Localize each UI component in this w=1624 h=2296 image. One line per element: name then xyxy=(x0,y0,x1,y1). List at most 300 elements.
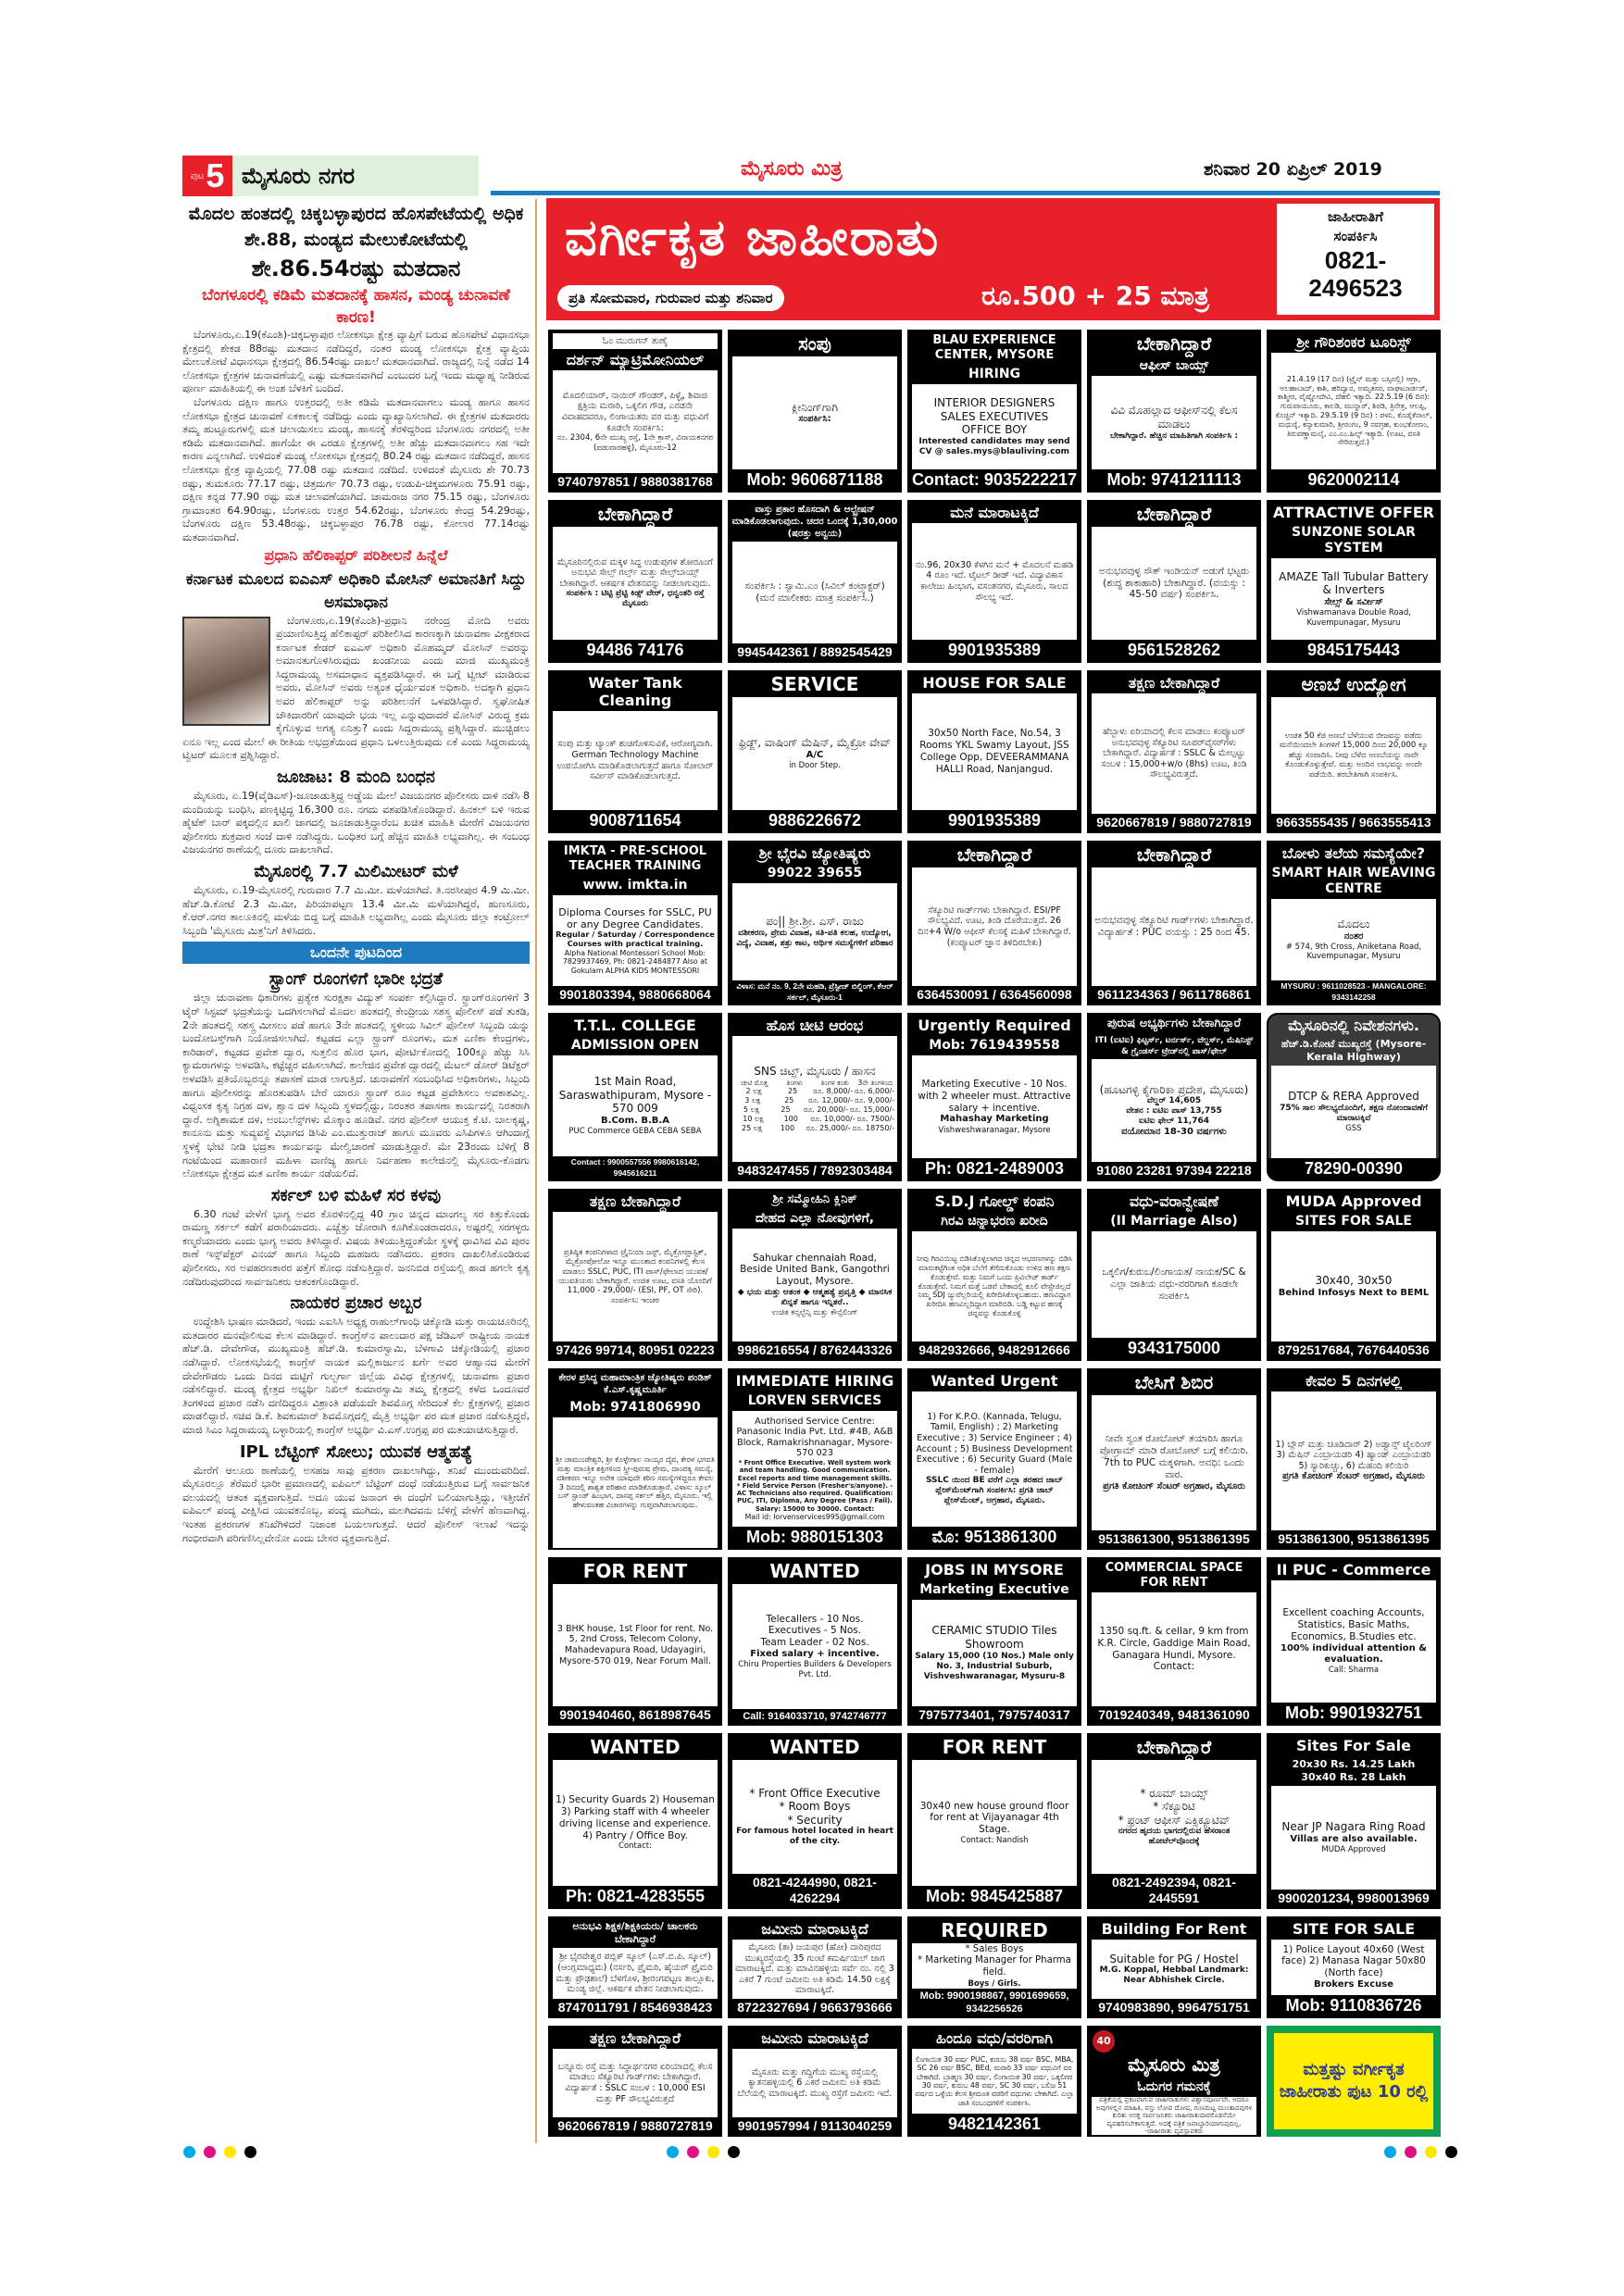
ad-subtitle: ಓದುಗರ ಗಮನಕ್ಕೆ xyxy=(1137,2079,1211,2094)
ad-body xyxy=(1092,1231,1256,1338)
ad-subtitle: LORVEN SERVICES xyxy=(747,1393,882,1408)
ad-title: SITE FOR SALE xyxy=(1292,1920,1416,1938)
ad-body-text: ಮೈಸೂರಿನಲ್ಲಿರುವ ಮಕ್ಕಳ ಸಿದ್ಧ ಉಡುಪುಗಳ ಶೋರೂಂಗೆ ಅನುಭವಿ ಸೇಲ್ಸ್ ಗರ್ಲ್ಸ್ ಮತ್ತು ಸೇಲ್ಸ್‌ಬಾಯ್ಸ್ ಬೇಕಾಗಿದ್ದಾರೆ. ಆಕರ್ಷಕ ವೇತನವನ್ನು ನೀಡಲಾಗುವುದು. xyxy=(557,556,713,589)
ad-body-secondary: ವಶೀಕರಣ, ಪ್ರೇಮ ವಿವಾಹ, ಸತಿ-ಪತಿ ಕಲಹ, ಉದ್ಯೋಗ, ವಿದ್ಯೆ, ವಿವಾಹ, ಶತ್ರು ಕಾಟ, ಆರ್ಥಿಕ ಸಮಸ್ಯೆಗಳಿಗೆ ಪರಿಹಾರ xyxy=(736,928,893,948)
classified-ad xyxy=(728,1013,902,1181)
ad-title: ಬೇಸಿಗೆ ಶಿಬಿರ xyxy=(1134,1371,1214,1393)
classified-ad xyxy=(1267,500,1441,663)
chit-table-row xyxy=(735,1096,894,1105)
chit-table-row xyxy=(735,1115,894,1124)
header-rule xyxy=(491,191,1440,195)
ad-phone: 9611234363 / 9611786861 xyxy=(1089,986,1259,1004)
chit-table-head-cell: 3ನೇ ತಿಂಗಳಿಂದ xyxy=(857,1078,893,1087)
ad-body xyxy=(1271,899,1436,980)
ad-body-secondary: ನಂತರ xyxy=(1343,930,1364,942)
ad-body-secondary: * Front Office Executive. Well system work and team handling. Good communication. Excel reports and time management skills. * Field Service Person (Fresher's/anyone). -AC Technicians also required. Qualification: PUC, ITI, Diploma, Any Degree (Pass / Fail). Salary: 15000 to 30000. Contact: xyxy=(736,1459,893,1513)
ad-body-text: ನೀವೇ ಸ್ವಂತ ರೋಬೋಟ್ ತಯಾರಿಸಿ ಹಾಗೂ ಪ್ರೋಗ್ರಾಮ್ ಮಾಡಿ ರೋಬೋಟ್ ಬಗ್ಗೆ ಕಲಿಯಿರಿ. 7th to PUC ಮಕ್ಕಳಿಗಾಗಿ. ಅವಧಿ: ಒಂದು ವಾರ. xyxy=(1099,1433,1249,1480)
ad-body-secondary: 100% individual attention & evaluation. xyxy=(1280,1642,1427,1665)
ad-body-text: INTERIOR DESIGNERS SALES EXECUTIVES OFFICE BOY xyxy=(933,396,1056,437)
story-headline: IPL ಬೆಟ್ಟಿಂಗ್ ಸೋಲು; ಯುವಕ ಆತ್ಮಹತ್ಯೆ xyxy=(239,1441,473,1462)
ad-subtitle: ITI (ಐಟಿಐ) ಫಿಟ್ಟರ್ಸ್, ಟರ್ನರ್ಸ್, ವೆಲ್ಡರ್ಸ್, ಮೆಷಿನಿಸ್ಟ್ & ಗ್ರೈಂಡರ್ಸ್ ಟ್ರೇಡ್‌ನಲ್ಲಿ ಪಾಸ್/ಫೇಲ್ xyxy=(1094,1036,1254,1056)
ad-body-secondary: Boys / Girls. xyxy=(968,1978,1021,1988)
ad-body-text: ಸೆಕ್ಯೂರಿಟಿ ಗಾರ್ಡ್‌ಗಳು ಬೇಕಾಗಿದ್ದಾರೆ. ESI/PF ಸೌಲಭ್ಯವಿದೆ. ಊಟ, ತಿಂಡಿ ದೊರೆಯುತ್ತದೆ. 26 ದಿನ+4 W/o ಆಫೀಸ್ ಕೆಲಸಕ್ಕೆ ಮಹಿಳೆ ಬೇಕಾಗಿದ್ದಾರೆ. (ಕಂಪ್ಯೂಟರ್ ಜ್ಞಾನ ತಿಳಿದಿರಬೇಕು) xyxy=(918,905,1071,948)
ad-body xyxy=(912,693,1077,810)
ad-footer-text: GSS xyxy=(1345,1124,1362,1134)
ad-body xyxy=(553,2049,718,2117)
classified-ad xyxy=(1267,1733,1441,1909)
ad-body-secondary: Fixed salary + incentive. xyxy=(750,1649,880,1660)
ad-body-secondary: ಸೇಲ್ಸ್ & ಸರ್ವೀಸ್ xyxy=(1324,597,1383,608)
ad-footer-text: Call: Sharma xyxy=(1328,1666,1380,1676)
ad-phone: 0821-2492394, 0821-2445591 xyxy=(1089,1874,1259,1907)
ad-body-text: ಸಂಪರ್ಕಿಸಿ : ಸ್ವಾಮಿ.ಎಂ (ಸಿವಿಲ್ ಕಂಟ್ರ್ಯಾಕ್ಟರ್) (ಮನೆ ಮಾಲೀಕರು ಮಾತ್ರ ಸಂಪರ್ಕಿಸಿ.) xyxy=(744,580,885,604)
story-headline: ಜೂಜಾಟ: 8 ಮಂದಿ ಬಂಧನ xyxy=(277,767,435,788)
ad-body xyxy=(553,370,718,473)
registration-dot-black xyxy=(728,2146,740,2158)
ad-body-text: ಮೈಸೂರು ಮತ್ತು ಗದ್ದಿಗೆಯ ಮುಖ್ಯ ರಸ್ತೆಯಲ್ಲಿ ಕ್ಯಾತನಹಳ್ಳಿಯಲ್ಲಿ 6 ಎಕರೆ ಜಮೀನು ಅತಿ ಕಡಿಮೆ ಬೆಲೆಯಲ್ಲಿ ಮಾರಾಟಕ್ಕಿದೆ. ಮುಖ್ಯ ರಸ್ತೆಗೆ ಜಮೀನು ಇದೆ. xyxy=(737,2066,893,2099)
ad-body xyxy=(1271,1391,1436,1530)
ad-title: WANTED xyxy=(769,1560,860,1582)
classified-ad xyxy=(728,330,902,493)
ad-body-text: ಪಂ|| ಶ್ರೀ.ಶ್ರೀ. ಎಸ್. ರಾಜು xyxy=(766,915,864,929)
ad-phone: ವಿಳಾಸ: ಮನೆ ನಂ. 9, 2ನೇ ಮಹಡಿ, ಪ್ರೆಸ್ಟೀಜ್ ಬಿಲ್ಡಿಂಗ್, ಕೆಆರ್ ಸರ್ಕಲ್, ಮೈಸೂರು-1 xyxy=(730,980,900,1004)
chit-table-cell: ರೂ. 6,000/- xyxy=(855,1086,894,1095)
ad-body-text: ಪತ್ರಿಕೆಯಲ್ಲಿ ಪ್ರಕಟವಾಗುವ ಜಾಹೀರಾತುಗಳು ವಿಶ್ವಾಸಪೂರ್ಣವೇ. ಆದರೂ ಅವುಗಳಲ್ಲಿನ ಮಾಹಿತಿ, ವಸ್ತು ಲೋಪ ದೋಷ, ಗುಣಮಟ್ಟ ಮುಂತಾದವುಗಳ ಕುರಿತು ಆಸಕ್ತ ಸಾರ್ವಜನಿಕರು ಜಾಹೀರಾತುದಾರರೊಡನೆಯೇ ವ್ಯವಹರಿಸಬೇಕಾಗುತ್ತದೆ. ಅದಕ್ಕೆ ಪತ್ರಿಕೆ ಜವಾಬ್ದಾರಿಯಾಗುವುದಿಲ್ಲ. xyxy=(1095,2097,1253,2128)
ad-body xyxy=(553,1584,718,1706)
ad-body-secondary: 75% ಸಾಲ ಸೌಲಭ್ಯದೊಂದಿಗೆ, ತಕ್ಷಣ ನೋಂದಾವಣೆಗೆ ಮಾರಾಟಕ್ಕಿವೆ xyxy=(1280,1104,1428,1124)
registration-dot-yellow xyxy=(1425,2146,1437,2158)
ad-body xyxy=(1092,1760,1256,1874)
ad-phone: 9901940460, 8618987645 xyxy=(550,1706,720,1724)
story-headline: ಮೈಸೂರಲ್ಲಿ 7.7 ಮಿಲಿಮೀಟರ್ ಮಳೆ xyxy=(254,862,458,881)
ad-body xyxy=(553,1417,718,1548)
registration-dot-magenta xyxy=(1405,2146,1417,2158)
ad-body-secondary: ವಯೋಮಾನ 18-30 ವರ್ಷಗಳು xyxy=(1121,1127,1227,1138)
ad-phone: 9740983890, 9964751751 xyxy=(1089,1999,1259,2016)
chit-table-row xyxy=(735,1087,894,1096)
ad-phone: 9513861300, 9513861395 xyxy=(1268,1530,1439,1548)
ad-body-text: ಮೈಸೂರು (ತಾ) ಜಯಪುರ (ಹೋ) ದಾರಿಪುರದ ಮುಖ್ಯರಸ್ತೆಯಲ್ಲಿ 35 ಗುಂಟೆ ಕಮರ್ಷಿಯಲ್ ಜಾಗ ಮಾರಾಟಕ್ಕಿದೆ. ಮತ್ತು ಮಾವಿನಹಳ್ಳಿಯ ಸರ್ವೆ ನಂ. ನಲ್ಲಿ 3 ಎಕರೆ 7 ಗುಂಟೆ ಜಮೀನು ಅತಿ ಕಡಿಮೆ 14.50 ಲಕ್ಷಕ್ಕೆ ಮಾರಾಟಕ್ಕಿದೆ. xyxy=(735,1942,894,1996)
chit-table-cell: 100 xyxy=(783,1114,798,1123)
chit-table-cell: 5 ಲಕ್ಷ xyxy=(743,1104,760,1114)
chit-table-cell: 2 ಲಕ್ಷ xyxy=(745,1086,762,1095)
chit-table-cell: 25 xyxy=(781,1104,791,1114)
ad-phone: 6364530091 / 6364560098 xyxy=(909,986,1080,1004)
ad-body-text: ಪ್ರತಿಷ್ಠಿತ ಕಂಪನಿಗಳಾದ ಟ್ರೈನಿಯಾ ಜಸ್ಟ್, ಮೈಕ್ರೋಪ್ಲಾಸ್ಟಿಕ್, ಮೈಕ್ರೋಪೋಲೋ ಇನ್ನೂ ಮುಂತಾದ ಕಂಪನಿಗಳಲ್ಲಿ ಕೆಲಸ ಮಾಡಲು SSLC, PUC, ITI ಪಾಸ್/ಫೇಲಾದ ಯುವಕ/ಯುವತಿಯರು ಬೇಕಾಗಿದ್ದಾರೆ. ಉಚಿತ ಊಟ, ವಸತಿ ಯೊಂದಿಗೆ 11,000 - 29,000/- (ESI, PF, OT ಸೇರಿ). ಸಂಪರ್ಕಿಸಿ: ಇಂಚರ xyxy=(558,1247,712,1305)
article-body: ಜಿಲ್ಲಾ ಚುನಾವಣಾ ಧಿಕಾರಿಗಳು ಪ್ರತ್ಯೇಕ ಸುರಕ್ಷತಾ ವಿದ್ಯುತ್ ಸಂಪರ್ಕ ಕಲ್ಪಿಸಿದ್ದಾರೆ. ಸ್ಟ್ರಾಂಗ್‌ರೂಂಗಳಿಗೆ 3 ಟೈರ್ ಸಿಸ್ಟಮ್ ಭದ್ರತೆಯನ್ನು ಒದಗಿಸಲಾಗಿದೆ ಮೊದಲ ಹಂತದಲ್ಲಿ ಕೇಂದ್ರೀಯ ಸಶಸ್ತ್ರ ಪೊಲೀಸ್ ಪಡೆ ತುಕಡಿ, 2ನೇ ಹಂತದಲ್ಲಿ ಸಶಸ್ತ್ರ ಮೀಸಲು ಪಡೆ ಹಾಗೂ 3ನೇ ಹಂತದಲ್ಲಿ ಸ್ಥಳೀಯ ಸಿವಿಲ್ ಪೊಲೀಸ್ ಸಿಬ್ಬಂದಿ ಯನ್ನು ಬಂದೋಬಸ್ತ್‌ಗಾಗಿ ನಿಯೋಜಿಸಲಾಗಿದೆ. ಕಟ್ಟಡದ ಎಲ್ಲಾ ಸ್ಟ್ರಾಂಗ್ ರೂಂಗಳು, ಮತ ಎಣಿಕಾ ಕೇಂದ್ರಗಳು, ಕಾರಿಡಾರ್, ಕಟ್ಟಡದ ಪ್ರವೇಶ ದ್ವಾರ, ಸುತ್ತಲಿನ ಹೊರ ಭಾಗ, ಪೋರ್ಟಿಕೋದಲ್ಲಿ 100ಕ್ಕೂ ಹೆಚ್ಚು ಸಿಸಿ ಕ್ಯಾಮರಾಗಳನ್ನು ಅಳವಡಿಸಿ, ಕಟ್ಟೆಚ್ಚರ ವಹಿಸಲಾಗಿದೆ. ಕಾಲೇಜಿನ ಪ್ರವೇಶ ದ್ವಾರದಲ್ಲಿ ಮೆಟಲ್ ಡೋರ್ ಡಿಟೆಕ್ಟರ್ ಅಳವಡಿಸಿ ಪ್ರತಿಯೊಬ್ಬರನ್ನೂ ತಪಾಸಣೆ ಮಾಡ ಲಾಗುತ್ತಿದೆ. ಚುನಾವಣೆಗೆ ಸಂಬಂಧಿಸಿದ ಅಧಿಕಾರಿಗಳು, ಸಿಬ್ಬಂದಿ ಹಾಗೂ ಪೊಲೀಸರನ್ನು ಹೊರತುಪಡಿಸಿ ಬೇರೆ ಯಾರೂ ಸ್ಟ್ರಾಂಗ್ ರೂಂ ಕಟ್ಟಡ ಪ್ರವೇಶಿಸಲು ಅವಕಾಶವಿಲ್ಲ. ವಿಧ್ವಂಸಕ ಕೃತ್ಯ ನಿಗ್ರಹ ದಳ, ಶ್ವಾನ ದಳ ಸಿಬ್ಬಂದಿ ಸ್ಥಳದಲ್ಲಿದ್ದು, ನಿರಂತರ ತಪಾಸಣಾ ಕಾರ್ಯದಲ್ಲಿ ನಿರತರಾಗಿ ದ್ದಾರೆ. ಅಗ್ನಿಶಾಮಕ ದಳ, ಅಂಬುಲೆನ್ಸ್‌ಗಳು ಮೊಕ್ಕಾಂ ಹೂಡಿವೆ. ನಗರ ಪೊಲೀಸ್ ಆಯುಕ್ತ ಕೆ.ಟಿ. ಬಾಲಕೃಷ್ಣ, ಕಾನೂನು ಮತ್ತು ಸುವ್ಯವಸ್ಥೆ ವಿಭಾಗದ ಡಿಸಿಪಿ ಎಂ.ಮುತ್ತುರಾಜ್ ಹಾಗೂ ಮೂವರು ಎಸಿಪಿಗಳೂ ಆಗಿಂದಾಗ್ಗೆ ಸ್ಥಳಕ್ಕೆ ಭೇಟಿ ನೀಡಿ ಭದ್ರತಾ ಕಾರ್ಯವನ್ನು ಮೇಲ್ವಿಚಾರಣೆ ಮಾಡುತ್ತಿದ್ದಾರೆ. ಮೇ 23ರಂದು ಬೆಳಿಗ್ಗೆ 8 ಗಂಟೆಯಿಂದ ಮಹಾರಾಣಿ ಮಹಿಳಾ ವಾಣಿಜ್ಯ ಹಾಗೂ ನಿರ್ವಹಣಾ ಕಾಲೇಜಿನಲ್ಲಿ ಮೈಸೂರು-ಕೊಡಗು ಲೋಕಸಭಾ ಕ್ಷೇತ್ರದ ಮತ ಎಣಿಕಾ ಕಾರ್ಯ ನಡೆಯಲಿದೆ. xyxy=(182,992,530,1180)
ad-body-secondary: Brokers Excuse xyxy=(1313,1979,1393,1990)
ad-body-text: ನಂ.96, 20x30 ಕೆಳಗಿನ ಮನೆ + ಮೊದಲನೆ ಮಹಡಿ 4 ರೂಂ ಇದೆ. ಟೈಟಲ್ ಡೀಡ್ ಇದೆ. ವಿದ್ಯಾವಿಕಾಸ ಕಾಲೇಜು ಹಿಂಭಾಗ, ವಸಂತನಗರ, ಮೈಸೂರು, ಸಾಲದ ಸೌಲಭ್ಯ ಇದೆ. xyxy=(915,559,1074,603)
ad-title: ಬೇಕಾಗಿದ್ದಾರೆ xyxy=(1136,503,1212,525)
classified-ad xyxy=(1087,1733,1261,1909)
ad-title: ಹೊಸ ಚೀಟಿ ಆರಂಭ xyxy=(766,1017,864,1034)
classified-ad xyxy=(1087,1189,1261,1361)
article-body: ಬೆಂಗಳೂರು ದಕ್ಷಿಣ ಹಾಗೂ ಉತ್ತರದಲ್ಲಿ ಅತೀ ಕಡಿಮೆ ಮತದಾನವಾಗಲು ಮಂಡ್ಯ ಹಾಗೂ ಹಾಸನ ಲೋಕಸಭಾ ಕ್ಷೇತ್ರದ ಚುನಾವಣೆ ಏಕಕಾಲಕ್ಕೆ ನಡೆದಿದ್ದು ಎಂದು ವ್ಯಾಖ್ಯಾನಿಸಲಾಗಿದೆ. ಈ ಕ್ಷೇತ್ರಗಳ ಮತದಾರರು ತಮ್ಮ ಹುಟ್ಟೂರುಗಳಲ್ಲಿ ಮತ ಚಲಾಯಿಸಲು ಮಂಡ್ಯ, ಹಾಸನಕ್ಕೆ ತೆರಳಿದ್ದರಿಂದ ಬೆಂಗಳೂರು ನಗರದಲ್ಲಿ ಅತೀ ಕಡಿಮೆ ಮತದಾನವಾಗಿದೆ. ಹಾಗೆಯೇ ಈ ಎರಡೂ ಕ್ಷೇತ್ರಗಳಲ್ಲಿ ಅತೀ ಹೆಚ್ಚು ಮತದಾನವಾಗಲು ಸಹ ಇದೇ ಕಾರಣ ಎನ್ನಲಾಗಿದೆ. ಉಳಿದಂತೆ ಮಂಡ್ಯ ಲೋಕಸಭಾ ಕ್ಷೇತ್ರದಲ್ಲಿ 80.24 ರಷ್ಟು ಮತದಾನ ನಡೆದಿದ್ದರೆ, ಹಾಸನ ಲೋಕಸಭಾ ಕ್ಷೇತ್ರ ವ್ಯಾಪ್ತಿಯಲ್ಲಿ 77.08 ರಷ್ಟು ಮತದಾನ ನಡೆದಿದೆ. ಉಳಿದಂತೆ ಮೈಸೂರು ಶೇ 70.73 ರಷ್ಟು, ತುಮಕೂರು 77.17 ರಷ್ಟು, ಚಿತ್ರದುರ್ಗ 70.73 ರಷ್ಟು, ಉಡುಪಿ-ಚಿಕ್ಕಮಗಳೂರು 75.91 ರಷ್ಟು, ದಕ್ಷಿಣ ಕನ್ನಡ 77.90 ರಷ್ಟು ಮತ ಚಲಾವಣೆಯಾಗಿದೆ. ಚಾಮರಾಜ ನಗರ 75.15 ರಷ್ಟು, ಬೆಂಗಳೂರು ಗ್ರಾಮಾಂತರ 64.90ರಷ್ಟು, ಬೆಂಗಳೂರು ಉತ್ತರ 54.62ರಷ್ಟು, ಬೆಂಗಳೂರು ಕೇಂದ್ರ 54.29ರಷ್ಟು, ಬೆಂಗಳೂರು ದಕ್ಷಿಣ 53.48ರಷ್ಟು, ಚಿಕ್ಕಬಳ್ಳಾಪುರ 76.78 ರಷ್ಟು, ಕೋಲಾರ 77.14ರಷ್ಟು ಮತದಾನವಾಗಿದೆ. xyxy=(182,395,530,543)
ad-body-secondary: A/C xyxy=(806,749,824,760)
ad-body-text: ಬನ್ನೂರು ರಸ್ತೆ ಮತ್ತು ಸಿದ್ಧಾರ್ಥನಗರ ಏರಿಯಾದಲ್ಲಿ ಕೆಲಸ ಮಾಡಲು ಸೆಕ್ಯೂರಿಟಿ ಗಾರ್ಡ್‌ಗಳು ಬೇಕಾಗಿದ್ದಾರೆ. ವಿದ್ಯಾರ್ಹತೆ : SSLC ಸಂಬಳ : 10,000 ESI ಮತ್ತು PF ಸೌಲಭ್ಯವಿರುತ್ತದೆ xyxy=(557,2061,713,2104)
ad-title: ಸಂಪು xyxy=(798,332,831,355)
ad-title: Wanted Urgent xyxy=(931,1372,1058,1390)
page-label: ಪುಟ xyxy=(190,170,205,181)
ad-phone: 9483247455 / 7892303484 xyxy=(730,1162,900,1179)
ad-title: ವಧು-ವರಾನ್ವೇಷಣೆ xyxy=(1129,1192,1219,1210)
ad-title: FOR RENT xyxy=(582,1560,688,1582)
ad-title: REQUIRED xyxy=(941,1919,1048,1941)
ad-body-text: SNS ಚಿಟ್ಸ್, ಮೈಸೂರು / ಹಾಸನ xyxy=(754,1065,876,1079)
ad-title: ಶ್ರೀ ಸಮ್ಮೋಹಿನಿ ಕ್ಲಿನಿಕ್ xyxy=(772,1192,857,1206)
ad-body-text: ಅನುಭವವುಳ್ಳ ಸೌತ್ ಇಂಡಿಯನ್ ಅಡುಗೆ ಭಟ್ಟರು (ಶುದ್ಧ ಶಾಕಾಹಾರಿ) ಬೇಕಾಗಿದ್ದಾರೆ. (ವಯಸ್ಸು : 45-50 ವರ್ಷ) ಸಂಪರ್ಕಿಸಿ. xyxy=(1098,565,1250,601)
ad-footer-text: Contact: Nandish xyxy=(960,1835,1029,1845)
ad-top-line: ಓಂ ಮುರುಗನ್ ತುಣೈ xyxy=(553,333,718,349)
ad-body-text: 1) Police Layout 40x60 (West face) 2) Manasa Nagar 50x80 (North face) xyxy=(1281,1943,1426,1979)
classified-ad xyxy=(548,841,722,1005)
ad-body xyxy=(1092,693,1256,814)
article-body: ಉದ್ದೇಶಿಸಿ ಭಾಷಣ ಮಾಡಿದರೆ, ಇಂದು ಎಐಸಿಸಿ ಅಧ್ಯಕ್ಷ ರಾಹುಲ್‌ಗಾಂಧಿ ಚಿಕ್ಕೋಡಿ ಮತ್ತು ರಾಯಚೂರಿನಲ್ಲಿ ಮತದಾರರ ಮನವೊಲಿಸುವ ಕೆಲಸ ಮಾಡಿದ್ದಾರೆ. ಕಾಂಗ್ರೆಸ್‌ನ ಪಾಲುದಾರ ಪಕ್ಷ ಜೆಡಿಎಸ್ ರಾಷ್ಟ್ರೀಯ ನಾಯಕ ಹೆಚ್.ಡಿ. ದೇವೇಗೌಡ, ಮುಖ್ಯಮಂತ್ರಿ ಹೆಚ್.ಡಿ. ಕುಮಾರಸ್ವಾಮಿ, ಬೆಳಗಾವಿ ಚಿಕ್ಕೋಡಿಯಲ್ಲಿ ಪ್ರಚಾರ ನಡೆಸಿದ್ದಾರೆ. ಲೋಕಸಭೆಯಲ್ಲಿ ಕಾಂಗ್ರೆಸ್ ನಾಯಕ ಮಲ್ಲಿಕಾರ್ಜುನ ಖರ್ಗೆ ಅವರ ಆಹ್ವಾನದ ಮೇರೆಗೆ ದೇವೇಗೌಡರು ಒಂದು ದಿನದ ಮಟ್ಟಿಗೆ ಗುಲ್ಬರ್ಗಾ ಜಿಲ್ಲೆಯ ವಿವಿಧ ಕ್ಷೇತ್ರಗಳಲ್ಲಿ ಚುನಾವಣಾ ಪ್ರಚಾರ ನಡೆಸಲಿದ್ದಾರೆ. ಮಂಡ್ಯ ಕ್ಷೇತ್ರದ ಅಭ್ಯರ್ಥಿ ನಿಖಿಲ್ ಕುಮಾರಸ್ವಾಮಿ ತಮ್ಮ ಕ್ಷೇತ್ರದಲ್ಲಿ ಕಳೆದ ಒಂದೂವರೆ ತಿಂಗಳಿಂದ ಪ್ರಚಾರ ನಡೆಸಿ ದಣಿದಿದ್ದರೂ ವಿಶ್ರಾಂತಿ ಪಡೆಯದೇ ಶಿವಮೊಗ್ಗ ಸೇರಿದಂತೆ ಕೆಲ ಕ್ಷೇತ್ರಗಳಲ್ಲಿ ಪ್ರಚಾರ ಮಾಡಲಿದ್ದಾರೆ. ಸಚಿವ ಡಿ.ಕೆ. ಶಿವಕುಮಾರ್ ಶಿವಮೊಗ್ಗದಲ್ಲಿ ಮೈತ್ರಿ ಅಭ್ಯರ್ಥಿ ಪರ ಮತ ಪ್ರಚಾರ ನಡೆಸುತ್ತಿದ್ದರೆ, ಮಾಜಿ ಸಿಎಂ ಸಿದ್ದರಾಮಯ್ಯ ಬಳ್ಳಾರಿಯಲ್ಲಿ ಕಾಂಗ್ರೆಸ್ ಅಭ್ಯರ್ಥಿ ವಿ.ಎಸ್.ಉಗ್ರಪ್ಪ ಪರ ಮತಯಾಚಿಸುತ್ತಿದ್ದಾರೆ. xyxy=(182,1316,530,1436)
ad-subtitle: ಗಿರವಿ ಚಿನ್ನಾಭರಣ ಖರೀದಿ xyxy=(941,1214,1048,1229)
ad-title: ಬೇಕಾಗಿದ್ದಾರೆ xyxy=(597,503,673,525)
ad-phone: 8722327694 / 9663793666 xyxy=(730,1999,900,2016)
chit-table-cell: ರೂ. 25,000/- xyxy=(806,1123,851,1132)
ad-phone: MYSURU : 9611028523 - MANGALORE: 9343142258 xyxy=(1268,980,1439,1004)
ad-body-secondary: ಪ್ರಗತಿ ಕೋಚಿಂಗ್ ಸೆಂಟರ್ ಅಗ್ರಹಾರ, ಮೈಸೂರು xyxy=(1282,1471,1425,1482)
continued-band: ಒಂದನೇ ಪುಟದಿಂದ xyxy=(182,942,530,964)
classified-ad xyxy=(1087,1916,1261,2018)
ad-phone: 9513861300, 9513861395 xyxy=(1089,1530,1259,1548)
registration-dot-magenta xyxy=(687,2146,699,2158)
ad-body-text: Authorised Service Centre: Panasonic India Pvt. Ltd. #4B, A&B Block, Ramakrishnanagar, Mysore-570 023 xyxy=(736,1416,893,1459)
ad-subtitle: (II Marriage Also) xyxy=(1110,1214,1238,1229)
ad-body-text: Near JP Nagara Ring Road xyxy=(1281,1820,1426,1834)
classified-ad xyxy=(1267,2026,1441,2137)
ad-phone: 9343175000 xyxy=(1089,1338,1259,1359)
chit-table-cell: ರೂ. 9,000/- xyxy=(855,1095,894,1104)
ad-phone: 7019240349, 9481361090 xyxy=(1089,1706,1259,1724)
chit-table-cell: ರೂ. 12,000/- xyxy=(808,1095,854,1104)
ad-body xyxy=(732,542,897,643)
ad-body-text: 1350 sq.ft. & cellar, 9 km from K.R. Circle, Gaddige Main Road, Ganagara Hundi, Mysore. Contact: xyxy=(1097,1625,1251,1673)
chit-table-cell: ರೂ. 7500/- xyxy=(856,1114,894,1123)
classified-ad xyxy=(907,1189,1081,1361)
chit-table-cell: 10 ಲಕ್ಷ xyxy=(743,1114,764,1123)
ad-body xyxy=(912,867,1077,986)
ad-body xyxy=(732,1940,897,1999)
classified-ad xyxy=(907,500,1081,663)
classified-ad xyxy=(728,670,902,833)
ad-phone: 91080 23281 97394 22218 xyxy=(1089,1162,1259,1179)
banner-title: ವರ್ಗೀಕೃತ ಜಾಹೀರಾತು xyxy=(565,208,941,267)
classified-ad xyxy=(1087,330,1261,493)
banner-days: ಪ್ರತಿ ಸೋಮವಾರ, ಗುರುವಾರ ಮತ್ತು ಶನಿವಾರ xyxy=(557,285,784,311)
ad-body xyxy=(1092,2097,1256,2135)
chit-table-cell: ರೂ. 8,000/- xyxy=(813,1086,854,1095)
ad-body xyxy=(912,1600,1077,1706)
ad-body xyxy=(732,2049,897,2117)
ad-body-text: 30x50 North Face, No.54, 3 Rooms YKL Swamy Layout, JSS College Opp, DEVEERAMMANA HALLI Road, Nanjangud. xyxy=(919,728,1069,775)
ad-phone: 0821-4244990, 0821-4262294 xyxy=(730,1874,900,1907)
ad-body-text: (ಹೂಟಗಳ್ಳಿ ಕೈಗಾರಿಕಾ ಪ್ರದೇಶ, ಮೈಸೂರು) xyxy=(1099,1082,1249,1096)
classified-ad xyxy=(907,2026,1081,2137)
politician-photo xyxy=(182,617,270,726)
ad-title: ತಕ್ಷಣ ಬೇಕಾಗಿದ್ದಾರೆ xyxy=(589,1192,681,1210)
ad-phone: 9620667819 / 9880727819 xyxy=(550,2117,720,2135)
story-headline: ನಾಯಕರ ಪ್ರಚಾರ ಅಬ್ಬರ xyxy=(290,1293,422,1314)
ad-phone: 9945442361 / 8892545429 xyxy=(730,643,900,661)
ad-phone: Call: 9164033710, 9742746777 xyxy=(730,1709,900,1724)
registration-dot-yellow xyxy=(707,2146,719,2158)
ad-body-secondary: Regular / Saturday / Correspondence Courses with practical training. xyxy=(556,930,715,949)
ad-body xyxy=(912,1943,1077,1989)
ad-body-text: Excellent coaching Accounts, Statistics, Basic Maths, Economics, B.Studies etc. xyxy=(1282,1607,1425,1642)
ad-body-text: ವಿವಿ ಮೊಹಲ್ಲಾದ ಆಫೀಸ್‌ನಲ್ಲಿ ಕೆಲಸ ಮಾಡಲು xyxy=(1110,404,1238,430)
ad-body xyxy=(553,1948,718,1999)
chit-table-header xyxy=(735,1079,894,1087)
ad-body-text: 1) ಬ್ಲೌಸ್ ಮತ್ತು ಚೂಡಿದಾರ್ 2) ಅಡ್ವಾನ್ಸ್ ಟೈಲರಿಂಗ್ 3) ಮೆಷಿನ್ ಎಂಬ್ರಾಯಡರಿ 4) ಹ್ಯಾಂಡ್ ಎಂಬ್ರಾಯಡರಿ 5) ಸ್ಯಾರಿಕುಚ್ಚು, 6) ಮೆಹಂದಿ ಕಲಿಯಿರಿ xyxy=(1275,1439,1432,1471)
ad-subtitle: www. imkta.in xyxy=(582,878,688,892)
ad-body xyxy=(553,1760,718,1886)
classified-ad xyxy=(1087,1557,1261,1726)
registration-dot-cyan xyxy=(667,2146,679,2158)
classified-ad xyxy=(1087,1368,1261,1550)
ad-phone: 9986216554 / 8762443326 xyxy=(730,1341,900,1359)
ad-footer-text: # 574, 9th Cross, Aniketana Road, Kuvempunagar, Mysuru xyxy=(1285,942,1422,962)
ad-body-text: 30x40, 30x50 xyxy=(1315,1274,1393,1288)
ad-phone: 9561528262 xyxy=(1089,640,1259,661)
ad-phone: 9482932666, 9482912666 xyxy=(909,1341,1080,1359)
ad-title: Sites For Sale xyxy=(1296,1737,1411,1754)
ad-body xyxy=(732,697,897,810)
salary-line: ವೆಲ್ಡರ್ 14,605 xyxy=(1146,1096,1202,1106)
ad-body xyxy=(732,883,897,980)
ad-phone: Mob: 9606871188 xyxy=(730,469,900,491)
ad-title: ಕೇರಳ ಪ್ರಸಿದ್ಧ ಮಹಾಮಾಂತ್ರಿಕ ಜ್ಯೋತಿಷ್ಯರು ಪಂಡಿತ್ ಕೆ.ಎಸ್.ಕೃಷ್ಣಮೂರ್ತಿ xyxy=(558,1373,712,1395)
classified-ad xyxy=(1267,670,1441,833)
classified-ad xyxy=(728,1916,902,2018)
classified-ad xyxy=(548,1368,722,1550)
contact-line: ಜಾಹೀರಾತಿಗೆ xyxy=(1328,208,1383,225)
chit-table-cell: ರೂ. 15,000/- xyxy=(850,1104,894,1114)
ad-body-secondary: ಪ್ರಗತಿ ಕೋಚಿಂಗ್ ಸೆಂಟರ್ ಅಗ್ರಹಾರ, ಮೈಸೂರು xyxy=(1103,1480,1245,1491)
classified-ad xyxy=(907,670,1081,833)
ad-title: Building For Rent xyxy=(1101,1920,1247,1938)
ad-footer-text: -ಜಾಹೀರಾತು ವ್ಯವಸ್ಥಾಪಕರು xyxy=(1144,2127,1204,2135)
ad-title: ಬೇಕಾಗಿದ್ದಾರೆ xyxy=(956,843,1032,866)
ad-body-text: 3 BHK house, 1st Floor for rent. No. 5, 2nd Cross, Telecom Colony, Mahadevapura Road, Udayagiri, Mysore-570 019, Near Forum Mall. xyxy=(556,1623,714,1666)
classified-ad xyxy=(1087,670,1261,833)
ad-phone: Mob: 9900198867, 9901699659, 9342256526 xyxy=(909,1989,1080,2016)
ad-body-text: Diploma Courses for SSLC, PU or any Degree Candidates. xyxy=(558,905,712,930)
ad-body-secondary: ಬೇಕಾಗಿದ್ದಾರೆ. ಹೆಚ್ಚಿನ ಮಾಹಿತಿಗಾಗಿ ಸಂಪರ್ಕಿಸಿ : xyxy=(1109,430,1239,441)
classified-ad xyxy=(548,1916,722,2018)
ad-body xyxy=(912,1391,1077,1527)
ad-body-text: 1) For K.P.O. (Kannada, Telugu, Tamil, English) ; 2) Marketing Executive ; 3) Service Engineer ; 4) Account ; 5) Business Development Executive ; 6) Security Guard (Male - female) xyxy=(916,1411,1073,1476)
ad-title: ಪುರುಷ ಅಭ್ಯರ್ಥಿಗಳು ಬೇಕಾಗಿದ್ದಾರೆ xyxy=(1106,1017,1242,1030)
lead-subhead: ಬೆಂಗಳೂರಲ್ಲಿ ಕಡಿಮೆ ಮತದಾನಕ್ಕೆ ಹಾಸನ, ಮಂಡ್ಯ ಚುನಾವಣೆ ಕಾರಣ! xyxy=(202,286,510,327)
ad-title: ವಾಸ್ತು ಪ್ರಕಾರ ಹೊಸದಾಗಿ & ಆಲ್ಟ್ರೇಷನ್ ಮಾಡಿಕೊಡಲಾಗುವುದು. ಚದರ ಒಂದಕ್ಕೆ 1,30,000 (ಷರತ್ತು ಅನ್ವಯ) xyxy=(731,505,898,539)
ad-body xyxy=(732,1411,897,1527)
promo-text: ಮತ್ತಷ್ಟು ವರ್ಗೀಕೃತ ಜಾಹೀರಾತು ಪುಟ 10 ರಲ್ಲಿ xyxy=(1279,2060,1429,2102)
ad-body-text: ನೀವು ಗಿರವಿಯಿಟ್ಟ ಬಿಡಿಸಿಕೊಳ್ಳಲಾಗದ ಚಿನ್ನದ ಆಭರಣಗಳನ್ನು ಬಿಡಿಸಿ ಮಾರುಕಟ್ಟೆಗಿಂತ ಅಧಿಕ ಬೆಲೆಗೆ ತೆಗೆದುಕೊಂಡು ಉಳಿದ ಹಣ ತಕ್ಷಣ ಕೊಡುತ್ತೇವೆ. ಮತ್ತು ನಿಮಗೆ ಒಂದು ಪ್ರಿವಿಲೇಜ್ ಕಾರ್ಡ್ ಕೊಡುತ್ತೇವೆ. ನಿಮಗೆ ಮತ್ತೆ ಒಡವೆ ಬೇಕಾದಲ್ಲಿ ಕೂಲಿ ವೇಸ್ಟೇಜಿಲ್ಲದೆ ನಿಮ್ಮ SDJ ಜ್ಯುವೆಲ್ಲರಿಯಲ್ಲಿ ಖರೀದಿಸಿಕೊಳ್ಳಬಹುದು. ಹಣವಿದ್ದಾಗ ಖರೀದಿಸಿ ಹಣವಿಲ್ಲದಿದ್ದಾಗ ಮಾರಿಬಿಡಿ. ಬಡ್ಡಿ ಕಟ್ಟುವ ಹಣಕ್ಕೆ ಚಿನ್ನವನ್ನು ಕೊಡುಕೊಳ್ಳಿ xyxy=(916,1254,1073,1317)
ad-title: ಬೇಕಾಗಿದ್ದಾರೆ xyxy=(1136,843,1212,866)
chit-table-head-cell: ಚೀಟಿ ಮೊತ್ತ xyxy=(741,1078,768,1087)
ad-footer-text: ನಂ. 2304, 6ನೇ ಮುಖ್ಯ ರಸ್ತೆ, 1ನೇ ಕ್ರಾಸ್, ವಿನಾಯಕನಗರ (ಪಡುವಾರಹಳ್ಳಿ), ಮೈಸೂರು-12 xyxy=(556,433,714,453)
ad-footer-text: Alpha National Montessori School Mob: 7829937469, Ph: 0821-2484877 Also at Gokulam ALPHA KIDS MONTESSORI xyxy=(562,949,708,975)
ad-body-text: ಉಚಿತ 50 ಕೆಜಿ ಅಣಬೆ ಬೆಳೆಯುವ ಬೀಜವನ್ನು ಪಡೆದು ಮನೆಯಿಂದಲೇ ತಿಂಗಳಿಗೆ 15,000 ದಿಂದ 20,000 ಕ್ಕೂ ಹೆಚ್ಚು ಸಂಪಾದಿಸಿ. ನೀವು ಬೆಳೆದ ಅಣಬೆಯನ್ನು ನಾವೇ ಕೊಂಡುಕೊಳ್ಳುತ್ತೇವೆ. ಮತ್ತು ಅಂದಿನ ಲಾಭವನ್ನು ಅಂದೇ ಪಡೆಯಿರಿ. ತರಬೇತಿಗಾಗಿ ಸಂಪರ್ಕಿಸಿ. xyxy=(1279,731,1429,780)
ad-body xyxy=(1092,1592,1256,1706)
classified-ad xyxy=(1267,1368,1441,1550)
ad-phone: Mob: 9901932751 xyxy=(1268,1703,1439,1724)
ad-body-text: Telecallers - 10 Nos. Executives - 5 Nos. Team Leader - 02 Nos. xyxy=(760,1613,869,1649)
ad-body-text: ಶ್ರೀ ಚಾಮುಂಡೇಶ್ವರಿ, ಶ್ರೀ ಕೊಳ್ಳೇಗಾಲ ನಾಯ್ಕರ ದೈವ, ಕೇರಳ ಭಗವತಿ ಮತ್ತು ಮಾಂತ್ರಿಕ ಶಕ್ತಿಗಳಿಂದ ಸ್ತ್ರೀ-ಪುರುಷ ಪ್ರೇಮ, ದಾಂಪತ್ಯ ಸಮಸ್ಯೆ, ವಶೀಕರಣ ಇನ್ನೂ ಅನೇಕ ಯಾವುದೇ ಕಠಿಣ ಸಮಸ್ಯೆಗಳಿದ್ದರೂ ಕೇವಲ 3 ದಿನದಲ್ಲಿ ಶಾಶ್ವತ ಪರಿಹಾರ ಮಾಡಿಕೊಡುತ್ತಾರೆ. ವಿಳಾಸ: ಸ್ಕೂಲ್ ಬಸ್ ಸ್ಟಾಂಡ್ ಹಿಂಭಾಗ, ದಾಸಪ್ಪ ಸರ್ಕಲ್ ಹತ್ತಿರ, ಮೈಸೂರು. ಇಲ್ಲಿ ಹೇಳುವಂತಹ ವಿಚಾರಗಳನ್ನು ಗುಪ್ತವಾಗಿಡಲಾಗುವುದು. xyxy=(556,1455,715,1510)
ad-body-text: Marketing Executive - 10 Nos. with 2 wheeler must. Attractive salary + incentive. xyxy=(918,1078,1071,1114)
ad-subtitle: 99022 39655 xyxy=(767,866,863,880)
ad-title: IMMEDIATE HIRING xyxy=(735,1372,894,1390)
ad-subtitle: 20x30 Rs. 14.25 Lakh 30x40 Rs. 28 Lakh xyxy=(1292,1758,1416,1783)
ad-body xyxy=(1092,1059,1256,1162)
article-body: ಬೆಂಗಳೂರು,ಏ.19(ಕೆಎಂಶಿ)-ಚಿಕ್ಕಬಳ್ಳಾಪುರ ಲೋಕಸಭಾ ಕ್ಷೇತ್ರ ವ್ಯಾಪ್ತಿಗೆ ಬರುವ ಹೊಸಪೇಟೆ ವಿಧಾನಸಭಾ ಕ್ಷೇತ್ರದಲ್ಲಿ ಶೇಕಡ 88ರಷ್ಟು ಮತದಾನ ನಡೆದಿದ್ದರೆ, ನಂತರ ಮಂಡ್ಯ ಲೋಕಸಭಾ ಕ್ಷೇತ್ರ ವ್ಯಾಪ್ತಿಯ ಮೇಲುಕೋಟೆ ವಿಧಾನಸಭಾ ಕ್ಷೇತ್ರದಲ್ಲಿ 86.54ರಷ್ಟು ದಾಖಲೆ ಮತದಾನವಾಗಿದೆ. ರಾಜ್ಯದಲ್ಲಿ ನಿನ್ನೆ ನಡೆದ 14 ಲೋಕಸಭಾ ಕ್ಷೇತ್ರಗಳ ಚುನಾವಣೆಯಲ್ಲಿ ಎಷ್ಟು ಮತದಾನವಾಗಿದೆ ಎಂಬುದರ ಬಗ್ಗೆ ಇಂದು ಮಧ್ಯಾಹ್ನ ನೀಡಿರುವ ಪೂರ್ಣ ಮಾಹಿತಿಯಲ್ಲಿ ಈ ಅಂಶ ಬೆಳಕಿಗೆ ಬಂದಿದೆ. xyxy=(182,329,530,395)
column-divider xyxy=(535,199,537,2143)
ad-title: FOR RENT xyxy=(942,1736,1047,1758)
ad-body-text: 21.4.19 (17 ದಿನ) (ಟ್ರೈನ್ ಮತ್ತು ಬಸ್ಸಿನಲ್ಲಿ) ಆಗ್ರಾ, ಅಲಹಾಬಾದ್, ಕಾಶಿ, ಹರಿದ್ವಾರ, ಅಮೃತಸರ, ವಾಘಾಬಾರ್ಡರ್, ಕಾಶ್ಮೀರ, ವೈಷ್ಣೋದೇವಿ, ದೆಹಲಿ ಇತ್ಯಾದಿ. 22.5.19 (6 ದಿನ): ಗುರುವಾಯೂರು, ಕಾಲಡಿ, ಮುನ್ನಾರ್, ಶಿರಡಿ, ತ್ರಿನೇತ್ರ, ಆಲಪ್ಪಿ, ಕೊಚ್ಚಿನ್ ಇತ್ಯಾದಿ. 29.5.19 (9 ದಿನ) : ಪಳನಿ, ಕೊಡೈಕೆನಾಲ್, ಮಧುರೈ, ಕನ್ಯಾಕುಮಾರಿ, ಶ್ರೀರಂಗಂ, 9 ನವಗ್ರಹ, ಕುಂಭಕೋಣಂ, ತಿರುವಣ್ಣಾಮಲೈ, ಎಂ.ಎಂ.ಹಿಲ್ಸ್ ಇತ್ಯಾದಿ. (ಊಟ, ವಸತಿ ಸೇರಿರುತ್ತದೆ.) xyxy=(1275,374,1432,447)
ad-body-text: DTCP & RERA Approved xyxy=(1288,1090,1419,1104)
ad-body xyxy=(1271,1066,1436,1158)
classified-ad xyxy=(728,1368,902,1550)
ad-phone: 9008711654 xyxy=(550,810,720,831)
ad-title: BLAU EXPERIENCE CENTER, MYSORE xyxy=(932,333,1056,362)
ad-body-text: ಮೊದಲು xyxy=(1337,917,1370,931)
article-body: 6.30 ಗಂಟೆ ವೇಳೆಗೆ ಭಾಗ್ಯ ಅವರ ಕೊರಳಿನಲ್ಲಿದ್ದ 40 ಗ್ರಾಂ ಚಿನ್ನದ ಮಾಂಗಲ್ಯ ಸರ ಕಿತ್ತುಕೊಂಡು ರಾಮಣ್ಣ ಸರ್ಕಲ್ ಕಡೆಗೆ ಪರಾರಿಯಾದರು. ಎಚ್ಚೆತ್ತು ಜೋರಾಗಿ ಕೂಗಿಕೊಂಡರಾದರೂ, ಅಷ್ಟರಲ್ಲಿ ಸರಗಳ್ಳರು ಕಣ್ಮರೆಯಾದರು ಎಂದು ಭಾಗ್ಯ ಅವರು ತಿಳಿಸಿದ್ದಾರೆ. ವಿಷಯ ತಿಳಿಯುತ್ತಿದ್ದಂತೆಯೇ ಸ್ಥಳಕ್ಕೆ ಧಾವಿಸಿದ ವಿವಿ ಪುರಂ ಠಾಣೆ ಇನ್ಸ್‌ಪೆಕ್ಟರ್ ವಿನಯ್ ಹಾಗೂ ಸಿಬ್ಬಂದಿ ಮಹಜರು ನಡೆಸಿದರು. ಪ್ರಕರಣ ದಾಖಲಿಸಿಕೊಂಡಿರುವ ಪೊಲೀಸರು, ಸರ ಅಪಹರಣಕಾರರ ಪತ್ತೆಗೆ ಶೋಧ ನಡೆಸುತ್ತಿದ್ದಾರೆ. ಜನನಿಬಿಡ ರಸ್ತೆಯಲ್ಲಿ ಹಾಡ ಹಗಲೇ ಕೃತ್ಯ ನಡೆದಿರುವುದರಿಂದ ಸಾರ್ವಜನಿಕರು ಆತಂಕಗೊಂಡಿದ್ದಾರೆ. xyxy=(182,1207,530,1288)
banner-contact-box xyxy=(1277,204,1434,315)
classifieds-banner xyxy=(546,198,1440,320)
ad-title: ತಕ್ಷಣ ಬೇಕಾಗಿದ್ದಾರೆ xyxy=(1128,674,1220,692)
classified-ad xyxy=(548,330,722,493)
classified-ad xyxy=(728,2026,902,2137)
ad-body xyxy=(912,523,1077,640)
ad-body xyxy=(732,1229,897,1341)
ad-title: ಮನೆ ಮಾರಾಟಕ್ಕಿದೆ xyxy=(950,504,1039,521)
ad-body xyxy=(732,1760,897,1874)
article-body: ಬೆಂಗಳೂರು,ಏ.19(ಕೆಎಂಶಿ)-ಪ್ರಧಾನಿ ನರೇಂದ್ರ ಮೋದಿ ಅವರು ಪ್ರಯಾಣಿಸುತ್ತಿದ್ದ ಹೆಲಿಕಾಪ್ಟರ್ ಪರಿಶೀಲಿಸಿದ ಕಾರಣಕ್ಕಾಗಿ ಚುನಾವಣಾ ವೀಕ್ಷಕರಾದ ಕರ್ನಾಟಕ ಕೇಡರ್ ಐಎಎಸ್ ಅಧಿಕಾರಿ ಮೊಹಮ್ಮದ್ ಮೋಸಿನ್ ಅವರನ್ನು ಅಮಾನತುಗೊಳಿಸಿರುವುದು ಖಂಡನೀಯ ಎಂದು ಮಾಜಿ ಮುಖ್ಯಮಂತ್ರಿ ಸಿದ್ದರಾಮಯ್ಯ ಅಸಮಾಧಾನ ವ್ಯಕ್ತಪಡಿಸಿದ್ದಾರೆ. ಈ ಬಗ್ಗೆ ಟ್ವೀಟ್ ಮಾಡಿರುವ ಅವರು, ಮೋಸಿನ್ ಅವರು ಅತ್ಯಂತ ಧೈರ್ಯವಂತ ಅಧಿಕಾರಿ. ಅದಕ್ಕಾಗಿ ಪ್ರಧಾನಿ ಅವರ ಹೆಲಿಕಾಪ್ಟರ್ ಅನ್ನು ಪರಿಶೀಲನೆಗೆ ಒಳಪಡಿಸಿದ್ದಾರೆ. ಸ್ವಘೋಷಿತ ಚೌಕಿದಾರರಿಗೆ ಯಾವುದೇ ಭಯ ಇಲ್ಲ ಎನ್ನುವುದಾದರೆ ಮೋಸಿನ್ ವಿರುದ್ಧ ಕ್ರಮ ಕೈಗೊಳ್ಳುವ ಅಗತ್ಯ ಏನಿತ್ತು? ಎಂದು ಸಿದ್ದರಾಮಯ್ಯ ಪ್ರಶ್ನಿಸಿದ್ದಾರೆ. ಮುಚ್ಚಿಡಲು ಏನೂ ಇಲ್ಲ ಎಂದ ಮೇಲೆ ಈ ರೀತಿಯ ಅಭದ್ರತೆಯಿಂದ ಪ್ರಧಾನಿ ಬಳಲುತ್ತಿರುವುದು ಏಕೆ ಎಂದು ಸಿದ್ದರಾಮಯ್ಯ ಟ್ವಿಟರ್ ಮೂಲಕ ಪ್ರಶ್ನಿಸಿದ್ದಾರೆ. xyxy=(182,614,530,762)
ad-body-secondary: Interested candidates may send CV @ sales.mys@blauliving.com xyxy=(918,436,1070,456)
ad-footer-text: Vishwamanava Double Road, Kuvempunagar, Mysuru xyxy=(1296,608,1411,628)
ad-phone: 97426 99714, 80951 02223 xyxy=(550,1341,720,1359)
classified-ad xyxy=(548,1189,722,1361)
ad-title: ತಕ್ಷಣ ಬೇಕಾಗಿದ್ದಾರೆ xyxy=(589,2029,681,2047)
ad-subtitle: Mob: 9741806990 xyxy=(569,1400,701,1415)
classified-ad xyxy=(907,1013,1081,1181)
ad-body-secondary: B.Com. B.B.A xyxy=(601,1116,669,1127)
ad-phone: 9901957994 / 9113040259 xyxy=(730,2117,900,2135)
salary-line: ಐಟಿಐ ಫೇಲ್ 11,764 xyxy=(1139,1117,1209,1127)
ad-body-text: ಅನುಭವವುಳ್ಳ ಸೆಕ್ಯೂರಿಟಿ ಗಾರ್ಡ್‌ಗಳು ಬೇಕಾಗಿದ್ದಾರೆ. ವಿದ್ಯಾರ್ಹತೆ : PUC ವಯಸ್ಸು : 25 ರಿಂದ 45. xyxy=(1094,915,1254,938)
classified-ad xyxy=(1087,841,1261,1005)
ad-title: ಮೈಸೂರಿನಲ್ಲಿ ನಿವೇಶನಗಳು. xyxy=(1288,1017,1419,1034)
ad-body-text: ಒಕ್ಕಲಿಗ/ಕುರುಬ/ಲಿಂಗಾಯತ/ ನಾಯಕ/SC & ಎಲ್ಲಾ ಜಾತಿಯ ವಧು-ವರರಿಗಾಗಿ ಕೂಡಲೇ ಸಂಪರ್ಕಿಸಿ xyxy=(1102,1267,1246,1302)
ad-title: IMKTA - PRE-SCHOOL TEACHER TRAINING xyxy=(563,844,707,873)
ad-body-secondary: ಸಂಪರ್ಕಿಸಿ : ಟಿಟ್ಟಿ ಪ್ರೆಟ್ಟಿ ಕಿಡ್ಸ್ ವೇರ್, ಧನ್ವಂತರಿ ರಸ್ತೆ ಮೈಸೂರು xyxy=(566,589,705,609)
ad-title: ಜಮೀನು ಮಾರಾಟಕ್ಕಿದೆ xyxy=(761,2029,868,2047)
story-kicker: ಪ್ರಧಾನಿ ಹೆಲಿಕಾಪ್ಟರ್ ಪರಿಶೀಲನೆ ಹಿನ್ನೆಲೆ xyxy=(264,545,448,564)
banner-price: ರೂ.500 + 25 ಮಾತ್ರ xyxy=(981,281,1209,311)
ad-body xyxy=(1271,1580,1436,1703)
registration-dot-magenta xyxy=(204,2146,216,2158)
ad-body-secondary: Villas are also available. xyxy=(1290,1833,1418,1844)
ad-phone: Contact: 9035222217 xyxy=(909,469,1080,491)
ad-body xyxy=(912,1231,1077,1341)
ad-body xyxy=(1092,867,1256,986)
masthead-logo: ಮೈಸೂರು ಮಿತ್ರ xyxy=(741,157,843,181)
ad-title: ಕೇವಲ 5 ದಿನಗಳಲ್ಲಿ xyxy=(1305,1372,1403,1390)
classified-ad xyxy=(728,1189,902,1361)
anniversary-badge: 40 xyxy=(1093,2030,1115,2053)
ad-body-text: * Front Office Executive * Room Boys * Security xyxy=(749,1786,881,1827)
ad-body xyxy=(1271,1940,1436,1995)
chit-table-cell: ರೂ. 10,000/- xyxy=(810,1114,856,1123)
registration-dot-yellow xyxy=(224,2146,236,2158)
ad-phone: 9663555435 / 9663555413 xyxy=(1268,814,1439,831)
classified-ad xyxy=(907,330,1081,493)
ad-body-secondary: Salary 15,000 (10 Nos.) Male only No. 3, Industrial Suburb, Vishveshwaranagar, Mysuru-8 xyxy=(915,1651,1074,1681)
ad-title: ಬೋಳು ತಲೆಯ ಸಮಸ್ಯೆಯೇ? xyxy=(1281,844,1426,862)
ad-body-text: 1) Security Guards 2) Houseman 3) Parking staff with 4 wheeler driving license and experience. 4) Pantry / Office Boy. xyxy=(556,1794,715,1841)
ad-body xyxy=(732,1036,897,1162)
ad-phone: 9901935389 xyxy=(909,810,1080,831)
ad-body xyxy=(1271,697,1436,814)
classified-ad xyxy=(548,1013,722,1181)
ad-body xyxy=(1092,1395,1256,1530)
ad-title: Water Tank Cleaning xyxy=(588,674,682,709)
dateline: ಶನಿವಾರ 20 ಏಪ್ರಿಲ್ 2019 xyxy=(1204,159,1382,180)
ad-title: COMMERCIAL SPACE FOR RENT xyxy=(1105,1561,1243,1590)
ad-phone: Mob: 9110836726 xyxy=(1268,1995,1439,2016)
contact-phone: 2496523 xyxy=(1308,274,1403,302)
classified-ad xyxy=(907,1733,1081,1909)
ad-body xyxy=(1271,1786,1436,1890)
ad-body xyxy=(553,895,718,986)
ad-body xyxy=(553,527,718,640)
ad-phone: 9901803394, 9880668064 xyxy=(550,986,720,1004)
ad-subtitle: SMART HAIR WEAVING CENTRE xyxy=(1271,866,1436,896)
ad-title: WANTED xyxy=(769,1736,860,1758)
chit-table-cell: ರೂ. 18750/- xyxy=(852,1123,895,1132)
page-section-tag xyxy=(182,156,479,196)
lead-headline: ಮೊದಲ ಹಂತದಲ್ಲಿ ಚಿಕ್ಕಬಳ್ಳಾಪುರದ ಹೊಸಪೇಟೆಯಲ್ಲಿ ಅಧಿಕ ಶೇ.88, ಮಂಡ್ಯದ ಮೇಲುಕೋಟೆಯಲ್ಲಿ xyxy=(188,204,524,250)
ad-title: II PUC - Commerce xyxy=(1276,1561,1431,1578)
classified-ad xyxy=(548,670,722,833)
ad-footer-text: Contact: xyxy=(618,1841,652,1852)
ad-body xyxy=(912,384,1077,469)
ad-body xyxy=(1092,1940,1256,1999)
ad-title: ದರ್ಶನ್ ಮ್ಯಾಟ್ರಿಮೋನಿಯಲ್ xyxy=(566,351,705,368)
classified-ad xyxy=(1267,1557,1441,1726)
ad-footer-text: Vishweshwaranagar, Mysore xyxy=(938,1125,1051,1135)
ad-subtitle: ADMISSION OPEN xyxy=(570,1038,700,1053)
registration-dot-cyan xyxy=(1384,2146,1396,2158)
classified-ad xyxy=(1267,1189,1441,1361)
ad-body-text: 30x40 new house ground floor for rent at Vijayanagar 4th Stage. xyxy=(919,1800,1069,1836)
ad-title: T.T.L. COLLEGE xyxy=(574,1017,696,1034)
classified-ad xyxy=(728,1733,902,1909)
story-headline: ಕರ್ನಾಟಕ ಮೂಲದ ಐಎಎಸ್ ಅಧಿಕಾರಿ ಮೋಸಿನ್ ಅಮಾನತಿಗೆ ಸಿದ್ದು ಅಸಮಾಧಾನ xyxy=(185,569,527,612)
ad-body-text: * ರೂಮ್ ಬಾಯ್ಸ್ * ಸೆಕ್ಯೂರಿಟಿ * ಫ್ರಂಟ್ ಆಫೀಸ್ ಎಕ್ಸಿಕ್ಯೂಟಿವ್ xyxy=(1118,1786,1230,1827)
chit-table-row xyxy=(735,1105,894,1115)
lead-headline-big: ಶೇ.86.54ರಷ್ಟು ಮತದಾನ xyxy=(251,256,461,281)
ad-body-text: Suitable for PG / Hostel xyxy=(1109,1952,1239,1965)
classified-ad xyxy=(1087,2026,1261,2137)
ad-phone: ಮೊ: 9513861300 xyxy=(909,1527,1080,1548)
ad-phone: 8792517684, 7676440536 xyxy=(1268,1341,1439,1359)
ad-body-text: Sahukar chennaiah Road, Beside United Bank, Gangothri Layout, Mysore. xyxy=(740,1252,890,1288)
contact-line: 0821- xyxy=(1324,246,1387,274)
